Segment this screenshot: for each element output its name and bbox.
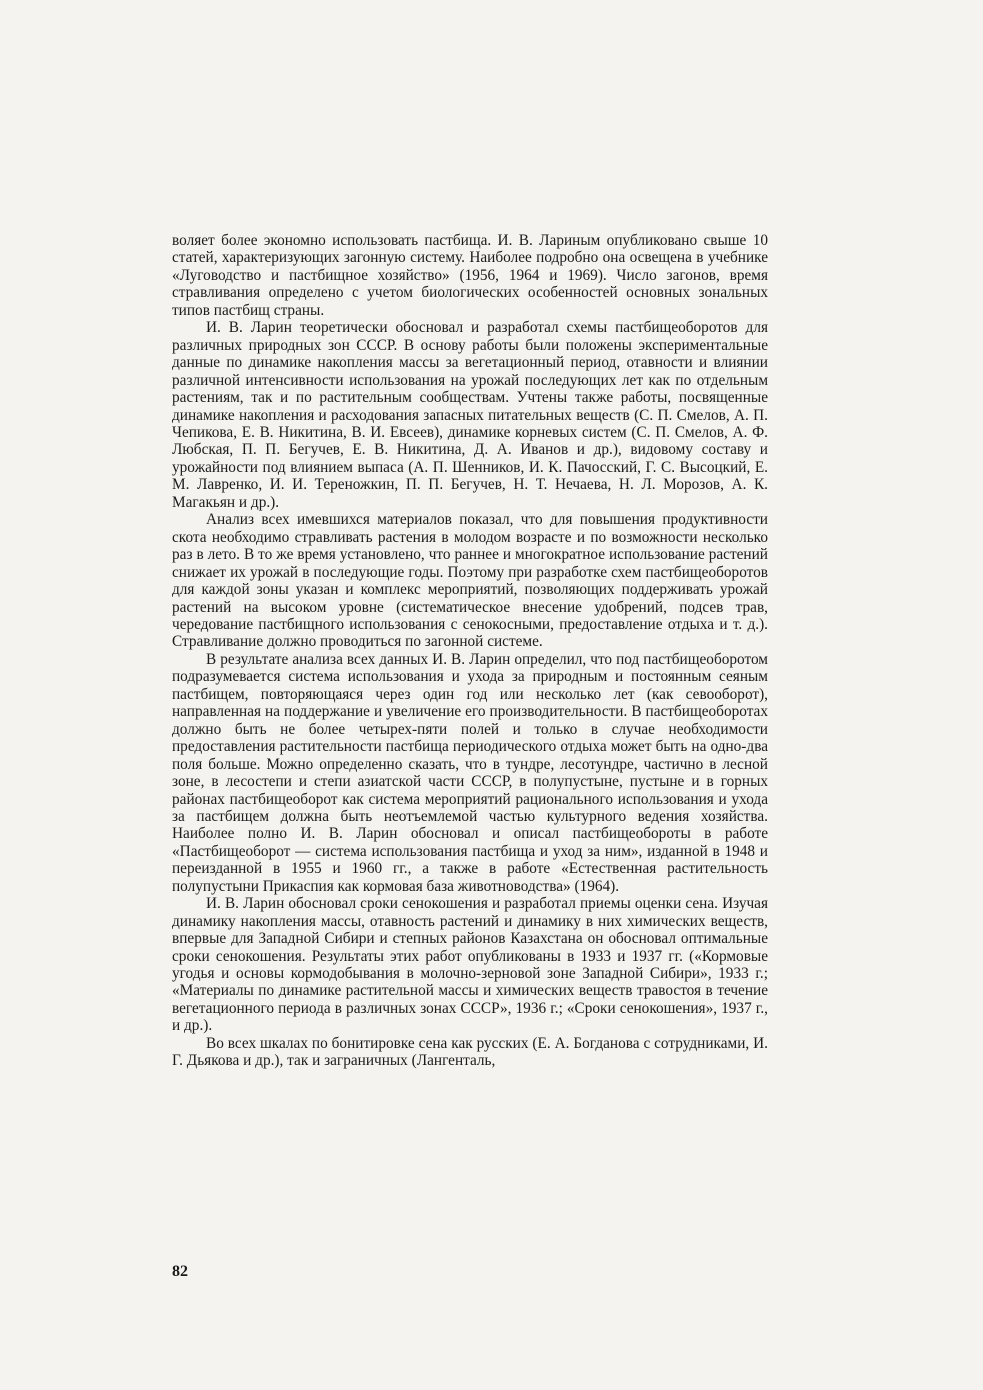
paragraph-continuation: воляет более экономно использовать пастбища. И. В. Лариным опубликовано свыше 10 статей, характеризующих загонную систему. Наиболее подробно она освещена в учебнике «Луговодство и пастбищное хозяйство» (1956, 1964 и 1969). Число загонов, время стравливания определено с учетом биологических особенностей основных зональных типов пастбищ страны.	[172, 232, 768, 319]
page-number: 82	[172, 1263, 188, 1280]
paragraph-haymaking-timing: И. В. Ларин обосновал сроки сенокошения и разработал приемы оценки сена. Изучая динамику накопления массы, отавность растений и динамику в них химических веществ, впервые для Западной Сибири и степных районов Казахстана он обосновал оптимальные сроки сенокошения. Результаты этих работ опубликованы в 1933 и 1937 гг. («Кормовые угодья и основы кормодобывания в молочно-зерновой зоне Западной Сибири», 1933 г.; «Материалы по динамике растительной массы и химических веществ травостоя в течение вегетационного периода в различных зонах СССР», 1936 г.; «Сроки сенокошения», 1937 г., и др.).	[172, 895, 768, 1035]
paragraph-pasture-rotation-definition: В результате анализа всех данных И. В. Ларин определил, что под пастбищеоборотом подразумевается система использования и ухода за природным и постоянным сеяным пастбищем, повторяющаяся через один год или несколько лет (как севооборот), направленная на поддержание и увеличение его производительности. В пастбищеоборотах должно быть не более четырех-пяти полей и только в случае необходимости предоставления растительности пастбища периодического отдыха может быть на одно-два поля больше. Можно определенно сказать, что в тундре, лесотундре, частично в лесной зоне, в лесостепи и степи азиатской части СССР, в полупустыне, пустыне и в горных районах пастбищеоборот как система мероприятий рационального использования и ухода за пастбищем должна быть неотъемлемой частью культурного ведения хозяйства. Наиболее полно И. В. Ларин обосновал и описал пастбищеобороты в работе «Пастбищеоборот — система использования пастбища и уход за ним», изданной в 1948 и переизданной в 1955 и 1960 гг., а также в работе «Естественная растительность полупустыни Прикаспия как кормовая база животноводства» (1964).	[172, 650, 768, 895]
paragraph-pasture-rotation-schemes: И. В. Ларин теоретически обосновал и разработал схемы пастбищеоборотов для различных природных зон СССР. В основу работы были положены экспериментальные данные по динамике накопления массы за вегетационный период, отавности и влиянии различной интенсивности использования на урожай последующих лет как по отдельным растениям, так и по растительным сообществам. Учтены также работы, посвященные динамике накопления и расходования запасных питательных веществ (С. П. Смелов, А. П. Чепикова, Е. В. Никитина, В. И. Евсеев), динамике корневых систем (С. П. Смелов, А. Ф. Любская, П. П. Бегучев, Е. В. Никитина, Д. А. Иванов и др.), видовому составу и урожайности под влиянием выпаса (А. П. Шенников, И. К. Пачосский, Г. С. Высоцкий, Е. М. Лавренко, И. И. Тереножкин, П. П. Бегучев, Н. Т. Нечаева, Н. Л. Морозов, А. К. Магакьян и др.).	[172, 319, 768, 511]
paragraph-materials-analysis: Анализ всех имевшихся материалов показал, что для повышения продуктивности скота необходимо стравливать растения в молодом возрасте и по возможности несколько раз в лето. В то же время установлено, что раннее и многократное использование растений снижает их урожай в последующие годы. Поэтому при разработке схем пастбищеоборотов для каждой зоны указан и комплекс мероприятий, позволяющих поддерживать урожай растений на высоком уровне (систематическое внесение удобрений, подсев трав, чередование пастбищного использования с сенокосными, предоставление отдыха и т. д.). Стравливание должно проводиться по загонной системе.	[172, 511, 768, 651]
body-text	[172, 232, 768, 1070]
paragraph-hay-grading-scales: Во всех шкалах по бонитировке сена как русских (Е. А. Богданова с сотрудниками, И. Г. Дьякова и др.), так и заграничных (Лангенталь,	[172, 1034, 768, 1070]
